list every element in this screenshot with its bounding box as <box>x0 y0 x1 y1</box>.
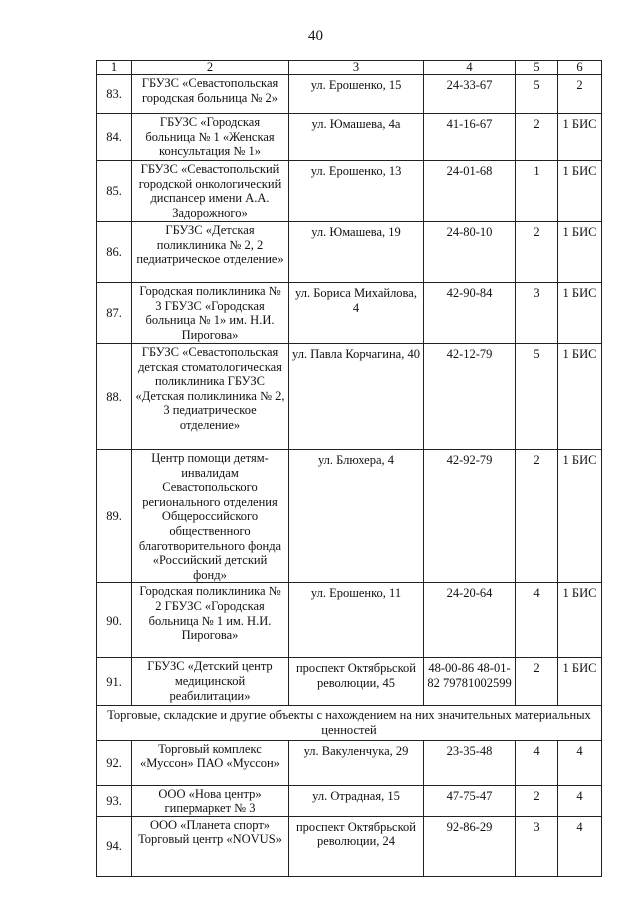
organization-name: ГБУЗС «Севастопольская городская больница № 2» <box>132 75 289 114</box>
row-number: 92. <box>97 740 132 785</box>
address: проспект Октябрьской революции, 45 <box>289 658 424 706</box>
column-6-value: 1 БИС <box>558 114 602 161</box>
organization-name: ГБУЗС «Детский центр медицинской реабилитации» <box>132 658 289 706</box>
phone: 24-01-68 <box>424 161 516 222</box>
phone: 24-20-64 <box>424 583 516 658</box>
page-number: 40 <box>308 28 323 44</box>
column-5-value: 2 <box>516 658 558 706</box>
organization-name: ГБУЗС «Детская поликлиника № 2, 2 педиатрическое отделение» <box>132 222 289 283</box>
row-number: 91. <box>97 658 132 706</box>
table-row <box>97 75 602 114</box>
column-header: 5 <box>516 61 558 75</box>
column-6-value: 1 БИС <box>558 283 602 344</box>
objects-table <box>96 60 602 877</box>
organization-name: ГБУЗС «Севастопольская детская стоматологическая поликлиника ГБУЗС «Детская поликлиника № 2, 3 педиатрическое отделение» <box>132 344 289 450</box>
row-number: 87. <box>97 283 132 344</box>
column-5-value: 2 <box>516 222 558 283</box>
row-number: 88. <box>97 344 132 450</box>
organization-name: Торговый комплекс «Муссон» ПАО «Муссон» <box>132 740 289 785</box>
phone: 41-16-67 <box>424 114 516 161</box>
column-6-value: 4 <box>558 816 602 876</box>
column-5-value: 3 <box>516 816 558 876</box>
column-5-value: 5 <box>516 344 558 450</box>
column-5-value: 1 <box>516 161 558 222</box>
organization-name: ООО «Планета спорт» Торговый центр «NOVUS» <box>132 816 289 876</box>
table-row <box>97 816 602 876</box>
organization-name: Центр помощи детям-инвалидам Севастопольского регионального отделения Общероссийского общественного благотворительного фонда «Российский детский фонд» <box>132 450 289 583</box>
row-number: 89. <box>97 450 132 583</box>
column-6-value: 1 БИС <box>558 583 602 658</box>
organization-name: ГБУЗС «Городская больница № 1 «Женская консультация № 1» <box>132 114 289 161</box>
address: ул. Ерошенко, 15 <box>289 75 424 114</box>
column-header: 2 <box>132 61 289 75</box>
column-5-value: 2 <box>516 450 558 583</box>
table-row <box>97 658 602 706</box>
column-6-value: 1 БИС <box>558 344 602 450</box>
column-5-value: 2 <box>516 785 558 816</box>
column-header: 3 <box>289 61 424 75</box>
phone: 48-00-86 48-01-82 79781002599 <box>424 658 516 706</box>
organization-name: ООО «Нова центр» гипермаркет № 3 <box>132 785 289 816</box>
table-row <box>97 344 602 450</box>
table-row <box>97 583 602 658</box>
table-row <box>97 114 602 161</box>
column-header: 1 <box>97 61 132 75</box>
column-5-value: 5 <box>516 75 558 114</box>
column-6-value: 2 <box>558 75 602 114</box>
row-number: 84. <box>97 114 132 161</box>
address: ул. Блюхера, 4 <box>289 450 424 583</box>
address: ул. Вакуленчука, 29 <box>289 740 424 785</box>
row-number: 86. <box>97 222 132 283</box>
address: ул. Юмашева, 19 <box>289 222 424 283</box>
phone: 42-90-84 <box>424 283 516 344</box>
column-header-row <box>97 61 602 75</box>
organization-name: Городская поликлиника № 3 ГБУЗС «Городская больница № 1» им. Н.И. Пирогова» <box>132 283 289 344</box>
phone: 42-92-79 <box>424 450 516 583</box>
table-row <box>97 222 602 283</box>
phone: 47-75-47 <box>424 785 516 816</box>
address: ул. Бориса Михайлова, 4 <box>289 283 424 344</box>
phone: 23-35-48 <box>424 740 516 785</box>
table-row <box>97 283 602 344</box>
section-heading: Торговые, складские и другие объекты с нахождением на них значительных материальных ценностей <box>97 706 602 740</box>
phone: 24-33-67 <box>424 75 516 114</box>
organization-name: Городская поликлиника № 2 ГБУЗС «Городская больница № 1 им. Н.И. Пирогова» <box>132 583 289 658</box>
address: ул. Павла Корчагина, 40 <box>289 344 424 450</box>
row-number: 83. <box>97 75 132 114</box>
column-6-value: 1 БИС <box>558 161 602 222</box>
column-5-value: 2 <box>516 114 558 161</box>
row-number: 93. <box>97 785 132 816</box>
organization-name: ГБУЗС «Севастопольский городской онкологический диспансер имени А.А. Задорожного» <box>132 161 289 222</box>
address: ул. Ерошенко, 13 <box>289 161 424 222</box>
address: ул. Отрадная, 15 <box>289 785 424 816</box>
row-number: 94. <box>97 816 132 876</box>
column-5-value: 4 <box>516 583 558 658</box>
column-6-value: 4 <box>558 785 602 816</box>
table-row <box>97 450 602 583</box>
row-number: 85. <box>97 161 132 222</box>
address: ул. Юмашева, 4а <box>289 114 424 161</box>
table-row <box>97 161 602 222</box>
address: ул. Ерошенко, 11 <box>289 583 424 658</box>
column-6-value: 1 БИС <box>558 658 602 706</box>
table-row <box>97 740 602 785</box>
phone: 42-12-79 <box>424 344 516 450</box>
column-6-value: 1 БИС <box>558 222 602 283</box>
column-header: 4 <box>424 61 516 75</box>
column-6-value: 4 <box>558 740 602 785</box>
section-heading-row <box>97 706 602 740</box>
row-number: 90. <box>97 583 132 658</box>
column-5-value: 3 <box>516 283 558 344</box>
column-5-value: 4 <box>516 740 558 785</box>
table-row <box>97 785 602 816</box>
phone: 92-86-29 <box>424 816 516 876</box>
address: проспект Октябрьской революции, 24 <box>289 816 424 876</box>
column-header: 6 <box>558 61 602 75</box>
phone: 24-80-10 <box>424 222 516 283</box>
column-6-value: 1 БИС <box>558 450 602 583</box>
